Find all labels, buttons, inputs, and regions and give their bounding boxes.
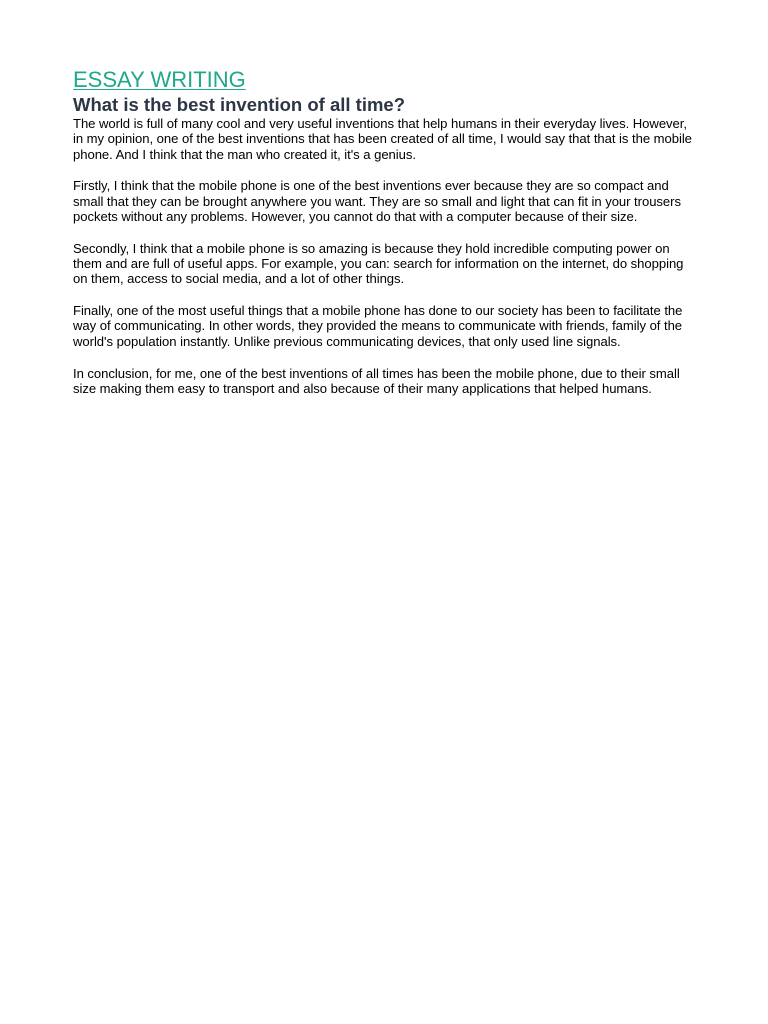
paragraph-firstly: Firstly, I think that the mobile phone is one of the best inventions ever because they are so compact and small that they can be brought anywhere you want. They are so small and light that can fit in your trousers pockets without any problems. However, you cannot do that with a computer because of their size. — [73, 178, 681, 224]
essay-body — [73, 116, 698, 396]
paragraph-secondly: Secondly, I think that a mobile phone is so amazing is because they hold incredible computing power on them and are full of useful apps. For example, you can: search for information on the internet, do shopping on them, access to social media, and a lot of other things. — [73, 240, 684, 287]
document-subtitle: What is the best invention of all time? — [73, 94, 405, 115]
paragraph-conclusion: In conclusion, for me, one of the best inventions of all times has been the mobile phone, due to their small size making them easy to transport and also because of their many applications that helped humans. — [73, 365, 680, 396]
document-title: ESSAY WRITING — [73, 67, 246, 92]
document-page — [73, 66, 698, 413]
paragraph-finally: Finally, one of the most useful things that a mobile phone has done to our society has been to facilitate the way of communicating. In other words, they provided the means to communicate with friends, family of the world's population instantly. Unlike previous communicating devices, that only used line signals. — [73, 303, 683, 349]
paragraph-intro: The world is full of many cool and very useful inventions that help humans in their everyday lives. However, in my opinion, one of the best inventions that has been created of all time, I would say that that is the mobile phone. And I think that the man who created it, it's a genius. — [73, 116, 692, 162]
